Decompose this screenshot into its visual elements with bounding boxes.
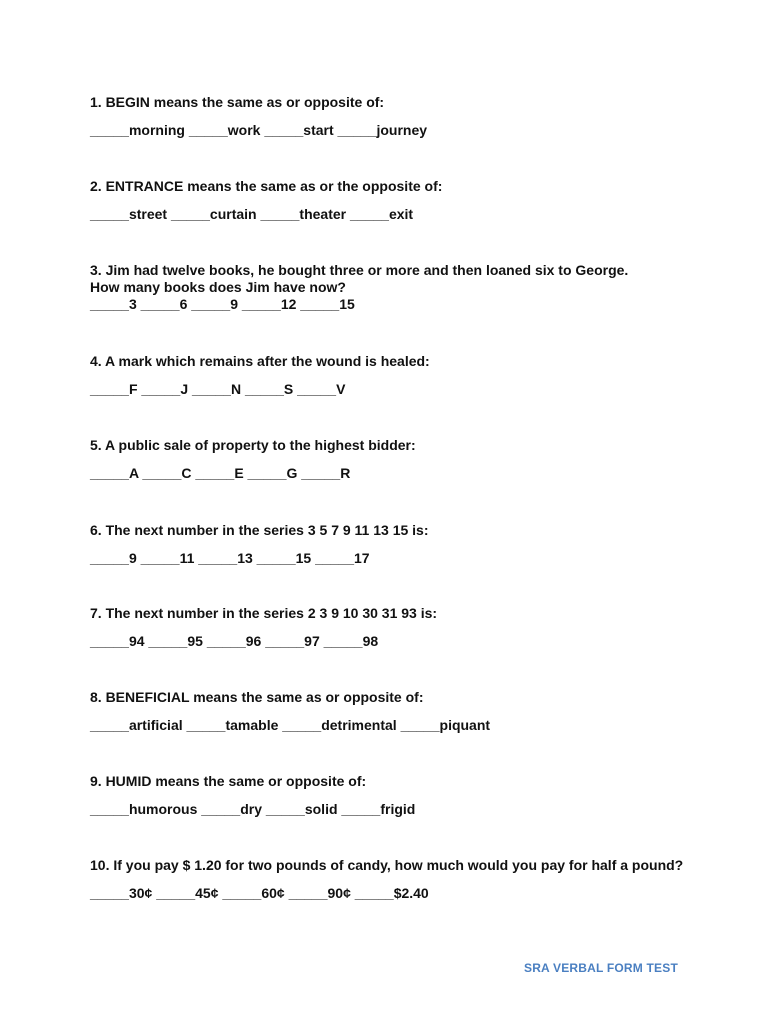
q5-option-2[interactable]: _____C [142,465,192,481]
question-5-text: 5. A public sale of property to the highest bidder: [90,437,416,453]
q7-option-2[interactable]: _____95 [148,633,203,649]
question-1-text: 1. BEGIN means the same as or opposite of: [90,94,385,110]
question-7 [90,605,730,650]
question-6 [90,522,730,567]
q10-option-4[interactable]: _____90¢ [288,885,351,901]
q6-option-1[interactable]: _____9 [90,550,137,566]
q8-option-4[interactable]: _____piquant [400,717,491,733]
q10-option-1[interactable]: _____30¢ [90,885,153,901]
question-1-options [90,122,730,139]
question-2-options [90,206,730,223]
q9-option-2[interactable]: _____dry [201,801,263,817]
question-10-options [90,885,730,902]
q1-option-1[interactable]: _____morning [90,122,185,138]
q6-option-3[interactable]: _____13 [198,550,253,566]
question-7-text: 7. The next number in the series 2 3 9 10 30 31 93 is: [90,605,438,621]
q5-option-1[interactable]: _____A [90,465,139,481]
q4-option-3[interactable]: _____N [192,381,242,397]
question-3-text: 3. Jim had twelve books, he bought three or more and then loaned six to George. [90,262,629,278]
question-5-options [90,465,730,482]
question-9-options [90,801,730,818]
q9-option-1[interactable]: _____humorous [90,801,198,817]
question-8-options [90,717,730,734]
q8-option-3[interactable]: _____detrimental [282,717,397,733]
question-2-text: 2. ENTRANCE means the same as or the opposite of: [90,178,443,194]
q1-option-4[interactable]: _____journey [337,122,428,138]
q7-option-3[interactable]: _____96 [206,633,262,649]
q7-option-5[interactable]: _____98 [323,633,379,649]
question-9 [90,773,730,818]
question-1 [90,94,730,139]
q8-option-2[interactable]: _____tamable [186,717,279,733]
q3-option-2[interactable]: _____6 [140,296,188,312]
question-6-options [90,550,730,567]
q5-option-5[interactable]: _____R [301,465,351,481]
q3-option-4[interactable]: _____12 [241,296,297,312]
question-4-options [90,381,730,398]
q10-option-3[interactable]: _____60¢ [222,885,285,901]
q8-option-1[interactable]: _____artificial [90,717,183,733]
q10-option-5[interactable]: _____$2.40 [354,885,429,901]
q7-option-1[interactable]: _____94 [90,633,145,649]
q4-option-2[interactable]: _____J [141,381,189,397]
question-10 [90,857,730,902]
question-2 [90,178,730,223]
question-5 [90,437,730,482]
q2-option-3[interactable]: _____theater [260,206,347,222]
q5-option-4[interactable]: _____G [247,465,298,481]
q7-option-4[interactable]: _____97 [265,633,320,649]
question-4 [90,353,730,398]
q6-option-2[interactable]: _____11 [140,550,195,566]
question-10-text: 10. If you pay $ 1.20 for two pounds of candy, how much would you pay for half a pound? [90,857,684,873]
q10-option-2[interactable]: _____45¢ [156,885,219,901]
q4-option-1[interactable]: _____F [90,381,138,397]
q3-option-1[interactable]: _____3 [90,296,137,312]
q3-option-5[interactable]: _____15 [300,296,355,312]
q5-option-3[interactable]: _____E [195,465,244,481]
q6-option-4[interactable]: _____15 [256,550,312,566]
q2-option-4[interactable]: _____exit [350,206,414,222]
q1-option-2[interactable]: _____work [188,122,261,138]
question-7-options [90,633,730,650]
q3-option-3[interactable]: _____9 [191,296,238,312]
q4-option-5[interactable]: _____V [297,381,346,397]
q6-option-5[interactable]: _____17 [315,550,370,566]
q2-option-1[interactable]: _____street [90,206,168,222]
question-8-text: 8. BENEFICIAL means the same as or opposite of: [90,689,424,705]
q4-option-4[interactable]: _____S [244,381,294,397]
page-footer: SRA VERBAL FORM TEST [523,961,678,975]
q9-option-4[interactable]: _____frigid [341,801,416,817]
q1-option-3[interactable]: _____start [264,122,334,138]
question-6-text: 6. The next number in the series 3 5 7 9 11 13 15 is: [90,522,429,538]
question-3-options [90,296,730,313]
question-9-text: 9. HUMID means the same or opposite of: [90,773,367,789]
question-3-text-line2: How many books does Jim have now? [90,279,346,295]
q2-option-2[interactable]: _____curtain [170,206,257,222]
question-8 [90,689,730,734]
q9-option-3[interactable]: _____solid [265,801,338,817]
question-3 [90,262,730,313]
question-4-text: 4. A mark which remains after the wound is healed: [90,353,430,369]
